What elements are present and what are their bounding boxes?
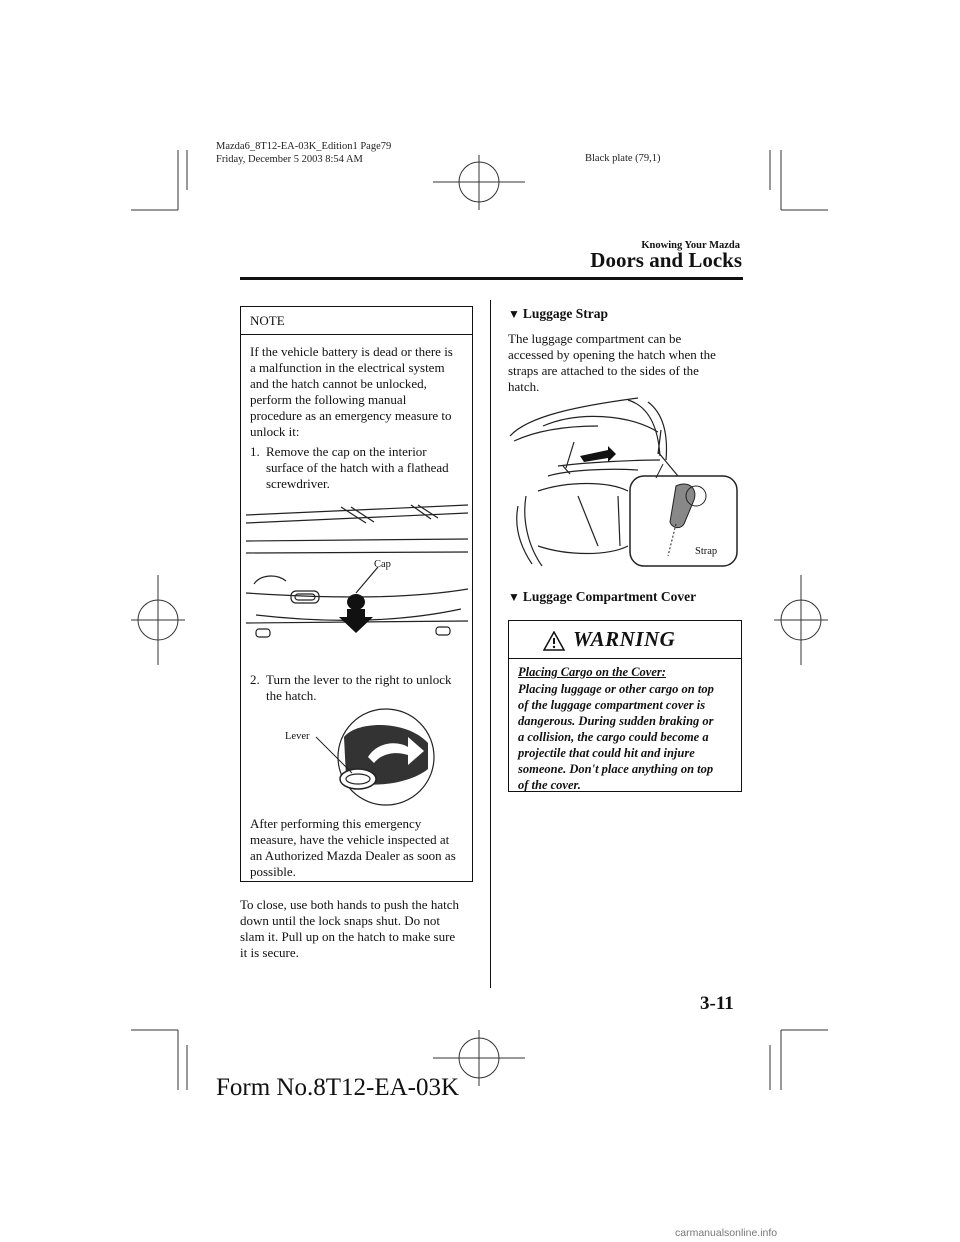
warning-title: WARNING	[573, 627, 676, 651]
step-1-line: screwdriver.	[266, 476, 330, 491]
cover-heading-text: Luggage Compartment Cover	[522, 589, 697, 604]
plate-info: Black plate (79,1)	[585, 153, 661, 164]
warning-line: dangerous. During sudden braking or	[518, 714, 714, 728]
note-box	[240, 306, 473, 882]
note-intro-line: and the hatch cannot be unlocked,	[250, 376, 427, 391]
note-intro-line: If the vehicle battery is dead or there is	[250, 344, 453, 359]
warning-box	[508, 620, 742, 792]
close-line: it is secure.	[240, 945, 299, 960]
hatch-cap-figure	[246, 497, 468, 647]
cap-label: Cap	[374, 559, 391, 570]
note-intro-line: procedure as an emergency measure to	[250, 408, 452, 423]
note-intro-line: perform the following manual	[250, 392, 407, 407]
lever-label: Lever	[285, 731, 310, 742]
close-line: To close, use both hands to push the hatch	[240, 897, 459, 912]
close-instructions	[240, 897, 485, 961]
note-intro-line: a malfunction in the electrical system	[250, 360, 445, 375]
luggage-strap-heading	[508, 306, 608, 322]
luggage-strap-line: straps are attached to the sides of the	[508, 363, 699, 378]
column-divider	[490, 300, 491, 988]
warning-subtitle: Placing Cargo on the Cover:	[518, 665, 666, 679]
watermark: carmanualsonline.info	[675, 1227, 778, 1239]
warning-triangle-icon	[543, 631, 565, 651]
warning-line: of the luggage compartment cover is	[518, 698, 706, 712]
warning-line: projectile that could hit and injure	[518, 746, 695, 760]
luggage-strap-line: hatch.	[508, 379, 540, 394]
luggage-strap-line: The luggage compartment can be	[508, 331, 682, 346]
step-1-line: surface of the hatch with a flathead	[266, 460, 449, 475]
note-after-line: an Authorized Mazda Dealer as soon as	[250, 848, 456, 863]
step-2-line: Turn the lever to the right to unlock	[266, 672, 452, 687]
close-line: down until the lock snaps shut. Do not	[240, 913, 441, 928]
close-line: slam it. Pull up on the hatch to make sure	[240, 929, 456, 944]
warning-header	[509, 621, 741, 659]
note-after-line: measure, have the vehicle inspected at	[250, 832, 450, 847]
warning-line: someone. Don't place anything on top	[518, 762, 714, 776]
note-after	[250, 816, 470, 880]
step-2-number: 2.	[250, 672, 260, 687]
note-intro	[250, 344, 470, 440]
cover-heading	[508, 589, 696, 605]
print-info-line1: Mazda6_8T12-EA-03K_Edition1 Page79	[216, 141, 392, 152]
lever-figure	[316, 707, 446, 807]
page-number: 3-11	[700, 993, 734, 1014]
print-info-line2: Friday, December 5 2003 8:54 AM	[216, 154, 363, 165]
step-1-line: Remove the cap on the interior	[266, 444, 427, 459]
note-title: NOTE	[241, 307, 472, 335]
warning-line: Placing luggage or other cargo on top	[518, 682, 714, 696]
note-after-line: possible.	[250, 864, 296, 879]
warning-text	[518, 681, 736, 793]
warning-line: of the cover.	[518, 778, 581, 792]
luggage-strap-heading-text: Luggage Strap	[522, 306, 609, 321]
step-1-number: 1.	[250, 444, 260, 459]
step-2-line: the hatch.	[266, 688, 317, 703]
section-title: Doors and Locks	[590, 248, 742, 272]
header-rule	[240, 277, 743, 280]
warning-line: a collision, the cargo could become a	[518, 730, 709, 744]
print-info	[216, 140, 391, 166]
note-after-line: After performing this emergency	[250, 816, 422, 831]
section-label: Knowing Your Mazda	[641, 240, 740, 251]
triangle-down-icon: ▼	[508, 307, 520, 321]
luggage-strap-text	[508, 331, 743, 395]
note-intro-line: unlock it:	[250, 424, 300, 439]
luggage-strap-line: accessed by opening the hatch when the	[508, 347, 716, 362]
strap-label: Strap	[695, 546, 718, 557]
form-number: Form No.8T12-EA-03K	[216, 1074, 460, 1101]
triangle-down-icon: ▼	[508, 590, 520, 604]
